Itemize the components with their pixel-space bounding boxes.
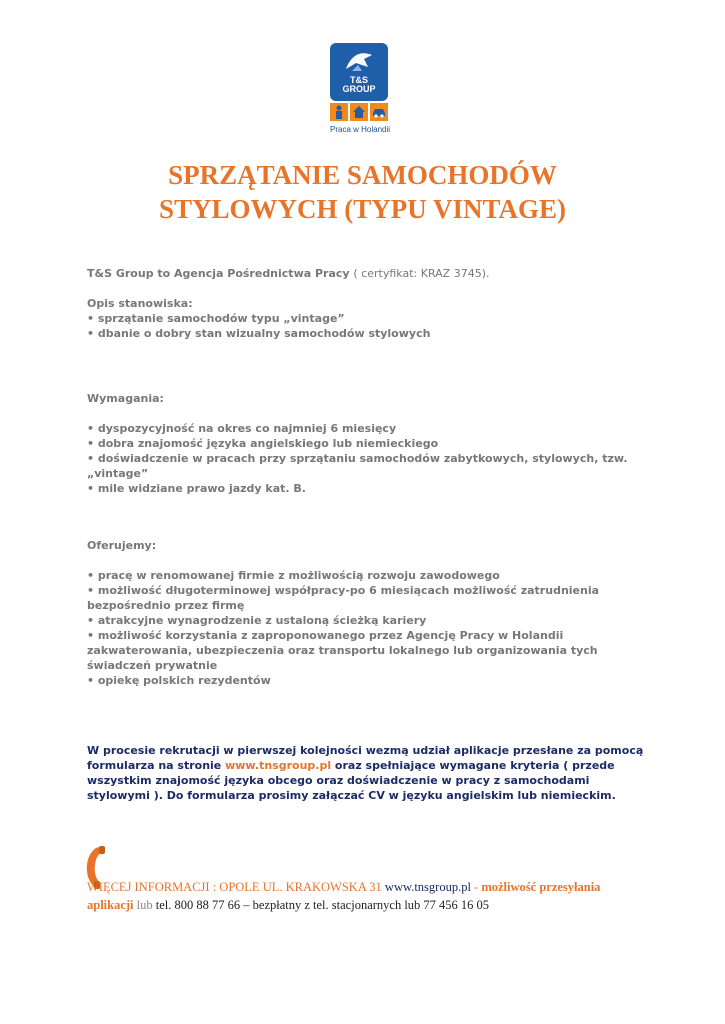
intro-cert: ( certyfikat: KRAZ 3745). [353, 267, 490, 280]
logo-icon-row [330, 103, 390, 121]
job-description [87, 266, 647, 688]
intro-paragraph [87, 266, 647, 281]
logo-brand-line2: GROUP [342, 84, 376, 94]
footer-phones: tel. 800 88 77 66 – bezpłatny z tel. stacjonarnych lub 77 456 16 05 [152, 898, 490, 912]
list-item: • dbanie o dobry stan wizualny samochodów stylowych [87, 327, 431, 340]
opis-list [87, 311, 647, 341]
logo-brand [330, 76, 388, 94]
oferujemy-list [87, 568, 647, 688]
contact-footer [87, 878, 647, 914]
list-item: • sprzątanie samochodów typu „vintage” [87, 312, 345, 325]
list-item: • doświadczenie w pracach przy sprzątaniu samochodów zabytkowych, stylowych, tzw. „vintage” [87, 452, 628, 480]
list-item: • atrakcyjne wynagrodzenie z ustaloną ścieżką kariery [87, 614, 427, 627]
car-icon [370, 103, 388, 121]
page-title [0, 158, 725, 226]
house-icon [350, 103, 368, 121]
footer-application-option: możliwość przesyłania aplikacji [87, 880, 601, 912]
list-item: • możliwość korzystania z zaproponowanego przez Agencję Pracy w Holandii zakwaterowania, ubezpieczenia oraz transportu lokalnego lub organizowania tych świadczeń prywatnie [87, 629, 598, 672]
list-item: • możliwość długoterminowej współpracy-po 6 miesiącach możliwość zatrudnienia bezpośrednio przez firmę [87, 584, 600, 612]
person-icon [330, 103, 348, 121]
intro-text: T&S Group to Agencja Pośrednictwa Pracy [87, 267, 354, 280]
logo-tagline: Praca w Holandii [330, 125, 391, 134]
notice-website-link[interactable]: www.tnsgroup.pl [225, 759, 332, 772]
list-item: • mile widziane prawo jazdy kat. B. [87, 482, 306, 495]
footer-or: lub [136, 898, 153, 912]
footer-dash: - [470, 880, 482, 894]
footer-website-link[interactable]: www.tnsgroup.pl [384, 880, 471, 894]
list-item: • pracę w renomowanej firmie z możliwością rozwoju zawodowego [87, 569, 500, 582]
list-item: • dobra znajomość języka angielskiego lub niemieckiego [87, 437, 439, 450]
notice-text-1: W procesie rekrutacji w pierwszej kolejności wezmą udział aplikacje przesłane za pomocą formularza na stronie [87, 744, 644, 772]
footer-info: WIĘCEJ INFORMACJI : OPOLE UL. KRAKOWSKA 31 [87, 880, 385, 894]
title-line2: STYLOWYCH (TYPU VINTAGE) [158, 194, 567, 224]
logo-brand-line1: T&S [350, 75, 368, 85]
list-item: • dyspozycyjność na okres co najmniej 6 miesięcy [87, 422, 397, 435]
wymagania-list [87, 421, 647, 496]
logo-mark-icon [342, 49, 376, 75]
notice-text-2: oraz spełniające wymagane kryteria ( przede wszystkim znajomość języka obcego oraz doświadczenie w pracy z samochodami stylowymi ). Do formularza prosimy załączać CV w języku angielskim lub niemieckim. [87, 759, 616, 802]
opis-heading: Opis stanowiska: [87, 297, 193, 310]
wymagania-heading: Wymagania: [87, 392, 164, 405]
title-line1: SPRZĄTANIE SAMOCHODÓW [168, 160, 557, 190]
company-logo [330, 43, 390, 134]
list-item: • opiekę polskich rezydentów [87, 674, 271, 687]
oferujemy-heading: Oferujemy: [87, 539, 157, 552]
logo-badge [330, 43, 388, 101]
recruitment-notice [87, 743, 647, 803]
